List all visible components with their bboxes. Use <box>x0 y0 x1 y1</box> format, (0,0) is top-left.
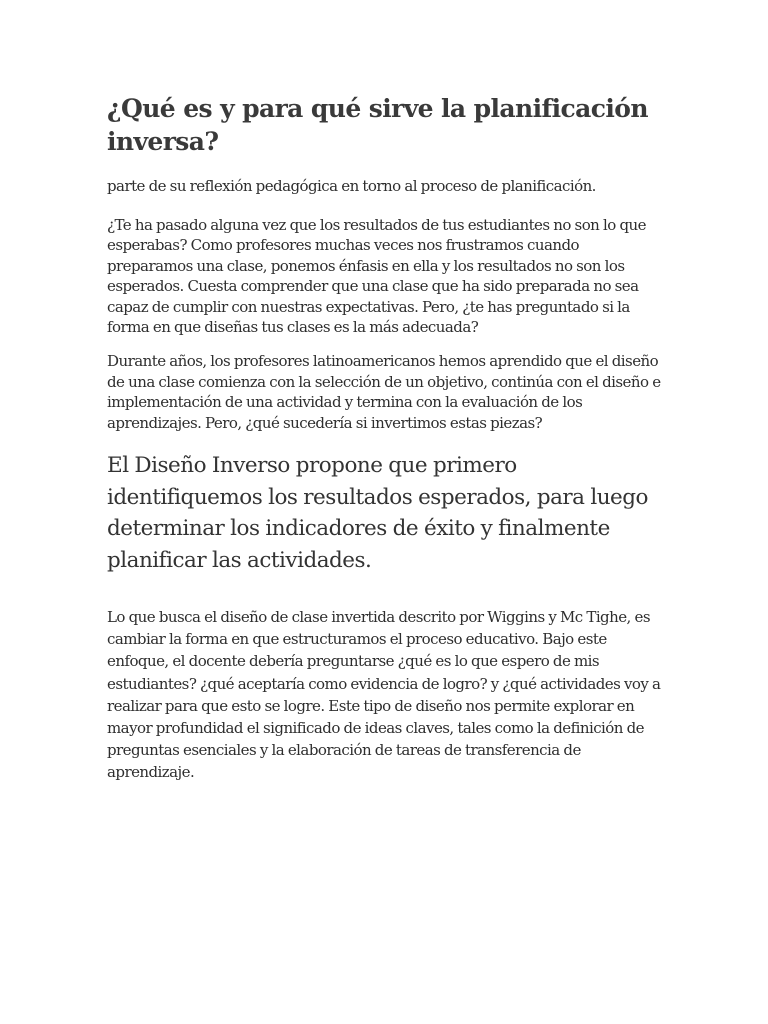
paragraph-question: ¿Te ha pasado alguna vez que los resultados de tus estudiantes no son lo que esperabas? Como profesores muchas veces nos frustramos cuando preparamos una clase, ponemos énfasis en ella y los resultados no son los esperados. Cuesta comprender que una clase que ha sido preparada no sea capaz de cumplir con nuestras expectativas. Pero, ¿te has preguntado si la forma en que diseñas tus clases es la más adecuada? <box>107 216 646 337</box>
article-title: ¿Qué es y para qué sirve la planificación inversa? <box>107 94 648 156</box>
paragraph-traditional-design: Durante años, los profesores latinoamericanos hemos aprendido que el diseño de una clase comienza con la selección de un objetivo, continúa con el diseño e implementación de una actividad y termina con la evaluación de los aprendizajes. Pero, ¿qué sucedería si invertimos estas piezas? <box>107 352 661 432</box>
highlight-statement: El Diseño Inverso propone que primero identifiquemos los resultados esperados, para luego determinar los indicadores de éxito y finalmente planificar las actividades. <box>107 453 648 573</box>
intro-paragraph: parte de su reflexión pedagógica en torno al proceso de planificación. <box>107 177 596 195</box>
article-body <box>107 92 663 784</box>
paragraph-wiggins-mctighe: Lo que busca el diseño de clase invertida descrito por Wiggins y Mc Tighe, es cambiar la forma en que estructuramos el proceso educativo. Bajo este enfoque, el docente debería preguntarse ¿qué es lo que espero de mis estudiantes? ¿qué aceptaría como evidencia de logro? y ¿qué actividades voy a realizar para que esto se logre. Este tipo de diseño nos permite explorar en mayor profundidad el significado de ideas claves, tales como la definición de preguntas esenciales y la elaboración de tareas de transferencia de aprendizaje. <box>107 608 661 782</box>
